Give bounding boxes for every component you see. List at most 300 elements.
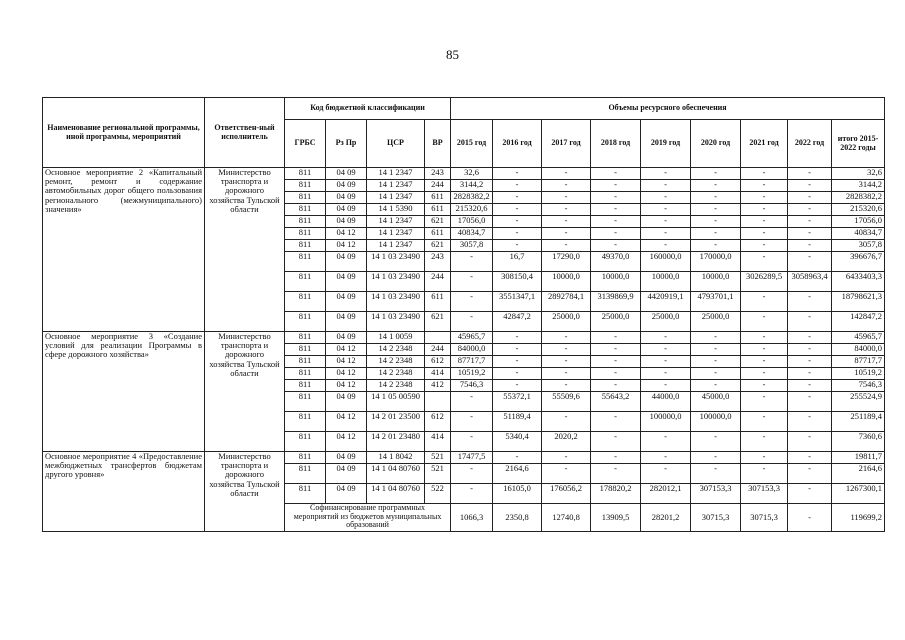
csr-cell: 14 2 2348	[367, 344, 425, 356]
year-value-cell: 4793701,1	[691, 292, 741, 312]
year-value-cell: -	[788, 204, 832, 216]
year-value-cell: 84000,0	[451, 344, 493, 356]
year-value-cell: -	[788, 192, 832, 204]
year-value-cell: 3144,2	[451, 180, 493, 192]
year-value-cell: -	[451, 312, 493, 332]
year-value-cell: 7546,3	[451, 380, 493, 392]
year-value-cell: 10000,0	[591, 272, 641, 292]
year-value-cell: -	[493, 452, 542, 464]
year-value-cell: 10000,0	[691, 272, 741, 292]
rzpr-cell: 04 12	[326, 228, 367, 240]
year-value-cell: 12740,8	[542, 504, 591, 532]
vr-cell	[425, 392, 451, 412]
year-value-cell: -	[788, 216, 832, 228]
year-value-cell: 44000,0	[641, 392, 691, 412]
year-value-cell: -	[493, 332, 542, 344]
year-value-cell: -	[691, 344, 741, 356]
year-value-cell: -	[591, 180, 641, 192]
grbs-cell: 811	[285, 344, 326, 356]
csr-cell: 14 1 05 00590	[367, 392, 425, 412]
csr-cell: 14 1 2347	[367, 216, 425, 228]
vr-cell: 621	[425, 216, 451, 228]
grbs-cell: 811	[285, 356, 326, 368]
year-value-cell: -	[542, 168, 591, 180]
year-value-cell: -	[741, 368, 788, 380]
grbs-cell: 811	[285, 272, 326, 292]
vr-cell	[425, 332, 451, 344]
year-value-cell: -	[591, 368, 641, 380]
measure-name: Основное мероприятие 4 «Предоставление межбюджетных трансфертов бюджетам другого уровня»	[43, 452, 205, 532]
rzpr-cell: 04 09	[326, 252, 367, 272]
vr-cell: 612	[425, 412, 451, 432]
year-value-cell: -	[741, 252, 788, 272]
csr-cell: 14 1 2347	[367, 228, 425, 240]
year-value-cell: -	[788, 312, 832, 332]
header-grbs: ГРБС	[285, 120, 326, 168]
year-value-cell: -	[741, 180, 788, 192]
year-value-cell: -	[788, 356, 832, 368]
year-value-cell: -	[741, 380, 788, 392]
year-value-cell: -	[493, 216, 542, 228]
total-cell: 10519,2	[832, 368, 885, 380]
vr-cell: 243	[425, 252, 451, 272]
csr-cell: 14 1 03 23490	[367, 292, 425, 312]
rzpr-cell: 04 09	[326, 484, 367, 504]
year-value-cell: -	[493, 344, 542, 356]
year-value-cell: -	[641, 228, 691, 240]
year-value-cell: 55509,6	[542, 392, 591, 412]
grbs-cell: 811	[285, 464, 326, 484]
vr-cell: 521	[425, 464, 451, 484]
total-cell: 1267300,1	[832, 484, 885, 504]
cofinancing-label: Софинансирование программных мероприятий из бюджетов муниципальных образований	[285, 504, 451, 532]
table-row	[43, 452, 885, 464]
grbs-cell: 811	[285, 312, 326, 332]
year-value-cell: -	[493, 180, 542, 192]
total-cell: 32,6	[832, 168, 885, 180]
year-value-cell: -	[542, 380, 591, 392]
year-value-cell: -	[591, 344, 641, 356]
total-cell: 3144,2	[832, 180, 885, 192]
year-value-cell: 30715,3	[691, 504, 741, 532]
year-value-cell: -	[542, 368, 591, 380]
grbs-cell: 811	[285, 332, 326, 344]
vr-cell: 414	[425, 432, 451, 452]
vr-cell: 414	[425, 368, 451, 380]
responsible-executor: Министерство транспорта и дорожного хозяйства Тульской области	[205, 332, 285, 452]
year-value-cell: 307153,3	[691, 484, 741, 504]
year-value-cell: -	[641, 432, 691, 452]
year-value-cell: -	[451, 484, 493, 504]
year-value-cell: -	[542, 344, 591, 356]
year-value-cell: -	[591, 168, 641, 180]
year-value-cell: 16105,0	[493, 484, 542, 504]
responsible-executor: Министерство транспорта и дорожного хозяйства Тульской области	[205, 452, 285, 532]
header-year: 2018 год	[591, 120, 641, 168]
vr-cell: 244	[425, 272, 451, 292]
year-value-cell: 4420919,1	[641, 292, 691, 312]
grbs-cell: 811	[285, 216, 326, 228]
total-cell: 396676,7	[832, 252, 885, 272]
year-value-cell: 5340,4	[493, 432, 542, 452]
year-value-cell: -	[591, 240, 641, 252]
year-value-cell: -	[542, 452, 591, 464]
csr-cell: 14 1 5390	[367, 204, 425, 216]
csr-cell: 14 1 04 80760	[367, 484, 425, 504]
year-value-cell: -	[788, 432, 832, 452]
header-year: 2020 год	[691, 120, 741, 168]
year-value-cell: -	[788, 292, 832, 312]
year-value-cell: -	[788, 344, 832, 356]
rzpr-cell: 04 12	[326, 412, 367, 432]
csr-cell: 14 1 03 23490	[367, 272, 425, 292]
vr-cell: 621	[425, 312, 451, 332]
year-value-cell: 25000,0	[542, 312, 591, 332]
csr-cell: 14 1 03 23490	[367, 312, 425, 332]
year-value-cell: 25000,0	[691, 312, 741, 332]
grbs-cell: 811	[285, 252, 326, 272]
measure-name: Основное мероприятие 2 «Капитальный ремонт, ремонт и содержание автомобильных дорог общего пользования регионального (межмуниципального) значения»	[43, 168, 205, 332]
year-value-cell: 25000,0	[641, 312, 691, 332]
csr-cell: 14 1 2347	[367, 240, 425, 252]
year-value-cell: -	[591, 228, 641, 240]
csr-cell: 14 1 2347	[367, 168, 425, 180]
csr-cell: 14 2 01 23500	[367, 412, 425, 432]
year-value-cell: -	[788, 228, 832, 240]
year-value-cell: -	[451, 412, 493, 432]
csr-cell: 14 1 0059	[367, 332, 425, 344]
year-value-cell: -	[741, 204, 788, 216]
csr-cell: 14 1 8042	[367, 452, 425, 464]
year-value-cell: -	[641, 332, 691, 344]
year-value-cell: -	[542, 412, 591, 432]
year-value-cell: -	[788, 252, 832, 272]
total-cell: 17056,0	[832, 216, 885, 228]
grbs-cell: 811	[285, 292, 326, 312]
year-value-cell: -	[493, 356, 542, 368]
total-cell: 19811,7	[832, 452, 885, 464]
year-value-cell: -	[691, 432, 741, 452]
rzpr-cell: 04 09	[326, 312, 367, 332]
vr-cell: 244	[425, 180, 451, 192]
year-value-cell: 308150,4	[493, 272, 542, 292]
year-value-cell: 3139869,9	[591, 292, 641, 312]
header-resources: Объемы ресурсного обеспечения	[451, 98, 885, 120]
header-year: 2019 год	[641, 120, 691, 168]
year-value-cell: 55372,1	[493, 392, 542, 412]
year-value-cell: -	[542, 356, 591, 368]
year-value-cell: 100000,0	[641, 412, 691, 432]
total-cell: 87717,7	[832, 356, 885, 368]
csr-cell: 14 1 03 23490	[367, 252, 425, 272]
total-cell: 7360,6	[832, 432, 885, 452]
year-value-cell: 178820,2	[591, 484, 641, 504]
year-value-cell: -	[591, 464, 641, 484]
year-value-cell: -	[741, 344, 788, 356]
rzpr-cell: 04 12	[326, 344, 367, 356]
year-value-cell: 3551347,1	[493, 292, 542, 312]
year-value-cell: -	[591, 432, 641, 452]
header-vr: ВР	[425, 120, 451, 168]
year-value-cell: -	[591, 412, 641, 432]
year-value-cell: -	[591, 332, 641, 344]
year-value-cell: 170000,0	[691, 252, 741, 272]
total-cell: 2828382,2	[832, 192, 885, 204]
year-value-cell: 3026289,5	[741, 272, 788, 292]
year-value-cell: -	[451, 464, 493, 484]
rzpr-cell: 04 12	[326, 240, 367, 252]
year-value-cell: -	[741, 312, 788, 332]
year-value-cell: -	[741, 464, 788, 484]
csr-cell: 14 1 04 80760	[367, 464, 425, 484]
grbs-cell: 811	[285, 240, 326, 252]
total-cell: 255524,9	[832, 392, 885, 412]
year-value-cell: 10000,0	[542, 272, 591, 292]
year-value-cell: 1066,3	[451, 504, 493, 532]
vr-cell: 244	[425, 344, 451, 356]
year-value-cell: -	[741, 432, 788, 452]
header-year: 2015 год	[451, 120, 493, 168]
year-value-cell: -	[691, 228, 741, 240]
grbs-cell: 811	[285, 412, 326, 432]
year-value-cell: -	[788, 504, 832, 532]
total-cell: 2164,6	[832, 464, 885, 484]
year-value-cell: -	[788, 464, 832, 484]
year-value-cell: 2892784,1	[542, 292, 591, 312]
year-value-cell: -	[641, 216, 691, 228]
header-name: Наименование региональной программы, иной программы, мероприятий	[43, 98, 205, 168]
year-value-cell: 87717,7	[451, 356, 493, 368]
year-value-cell: -	[542, 180, 591, 192]
year-value-cell: -	[641, 168, 691, 180]
header-total: итого 2015-2022 годы	[832, 120, 885, 168]
year-value-cell: 3058963,4	[788, 272, 832, 292]
vr-cell: 521	[425, 452, 451, 464]
year-value-cell: -	[741, 332, 788, 344]
grbs-cell: 811	[285, 192, 326, 204]
table-body	[43, 168, 885, 532]
vr-cell: 611	[425, 192, 451, 204]
year-value-cell: 17290,0	[542, 252, 591, 272]
year-value-cell: 160000,0	[641, 252, 691, 272]
csr-cell: 14 2 01 23480	[367, 432, 425, 452]
vr-cell: 612	[425, 356, 451, 368]
rzpr-cell: 04 12	[326, 368, 367, 380]
total-cell: 18798621,3	[832, 292, 885, 312]
year-value-cell: -	[691, 332, 741, 344]
year-value-cell: -	[641, 368, 691, 380]
grbs-cell: 811	[285, 392, 326, 412]
year-value-cell: 100000,0	[691, 412, 741, 432]
year-value-cell: -	[542, 228, 591, 240]
csr-cell: 14 1 2347	[367, 192, 425, 204]
year-value-cell: 40834,7	[451, 228, 493, 240]
total-cell: 142847,2	[832, 312, 885, 332]
total-cell: 7546,3	[832, 380, 885, 392]
rzpr-cell: 04 09	[326, 204, 367, 216]
header-csr: ЦСР	[367, 120, 425, 168]
year-value-cell: -	[741, 452, 788, 464]
year-value-cell: -	[788, 484, 832, 504]
total-cell: 119699,2	[832, 504, 885, 532]
year-value-cell: -	[741, 192, 788, 204]
total-cell: 84000,0	[832, 344, 885, 356]
year-value-cell: -	[542, 464, 591, 484]
year-value-cell: -	[451, 292, 493, 312]
year-value-cell: 2020,2	[542, 432, 591, 452]
year-value-cell: -	[641, 204, 691, 216]
year-value-cell: 32,6	[451, 168, 493, 180]
rzpr-cell: 04 09	[326, 180, 367, 192]
csr-cell: 14 1 2347	[367, 180, 425, 192]
rzpr-cell: 04 09	[326, 292, 367, 312]
grbs-cell: 811	[285, 168, 326, 180]
year-value-cell: -	[788, 368, 832, 380]
rzpr-cell: 04 09	[326, 168, 367, 180]
header-year: 2021 год	[741, 120, 788, 168]
year-value-cell: -	[741, 240, 788, 252]
grbs-cell: 811	[285, 452, 326, 464]
year-value-cell: 2350,8	[493, 504, 542, 532]
year-value-cell: 10000,0	[641, 272, 691, 292]
year-value-cell: -	[493, 240, 542, 252]
csr-cell: 14 2 2348	[367, 356, 425, 368]
year-value-cell: -	[788, 392, 832, 412]
year-value-cell: -	[451, 432, 493, 452]
year-value-cell: -	[591, 356, 641, 368]
year-value-cell: 17477,5	[451, 452, 493, 464]
header-year: 2016 год	[493, 120, 542, 168]
rzpr-cell: 04 12	[326, 380, 367, 392]
csr-cell: 14 2 2348	[367, 380, 425, 392]
vr-cell: 412	[425, 380, 451, 392]
vr-cell: 611	[425, 228, 451, 240]
year-value-cell: 3057,8	[451, 240, 493, 252]
header-rzpr: Рз Пр	[326, 120, 367, 168]
year-value-cell: -	[691, 240, 741, 252]
year-value-cell: 215320,6	[451, 204, 493, 216]
year-value-cell: -	[691, 168, 741, 180]
year-value-cell: 49370,0	[591, 252, 641, 272]
measure-name: Основное мероприятие 3 «Создание условий для реализации Программы в сфере дорожного хозяйства»	[43, 332, 205, 452]
year-value-cell: -	[641, 464, 691, 484]
year-value-cell: -	[493, 368, 542, 380]
year-value-cell: -	[591, 192, 641, 204]
page-number: 85	[446, 47, 459, 62]
year-value-cell: -	[788, 332, 832, 344]
year-value-cell: 55643,2	[591, 392, 641, 412]
year-value-cell: -	[493, 228, 542, 240]
rzpr-cell: 04 09	[326, 192, 367, 204]
year-value-cell: 42847,2	[493, 312, 542, 332]
year-value-cell: -	[741, 168, 788, 180]
total-cell: 251189,4	[832, 412, 885, 432]
year-value-cell: 28201,2	[641, 504, 691, 532]
rzpr-cell: 04 09	[326, 392, 367, 412]
total-cell: 215320,6	[832, 204, 885, 216]
year-value-cell: -	[591, 380, 641, 392]
rzpr-cell: 04 09	[326, 452, 367, 464]
year-value-cell: -	[691, 368, 741, 380]
year-value-cell: -	[451, 252, 493, 272]
vr-cell: 243	[425, 168, 451, 180]
grbs-cell: 811	[285, 432, 326, 452]
year-value-cell: -	[741, 292, 788, 312]
vr-cell: 611	[425, 204, 451, 216]
year-value-cell: 51189,4	[493, 412, 542, 432]
vr-cell: 621	[425, 240, 451, 252]
year-value-cell: -	[691, 380, 741, 392]
year-value-cell: -	[542, 332, 591, 344]
total-cell: 3057,8	[832, 240, 885, 252]
year-value-cell: -	[641, 356, 691, 368]
year-value-cell: 2828382,2	[451, 192, 493, 204]
year-value-cell: -	[493, 380, 542, 392]
header-year: 2017 год	[542, 120, 591, 168]
year-value-cell: -	[641, 452, 691, 464]
year-value-cell: -	[691, 216, 741, 228]
year-value-cell: 2164,6	[493, 464, 542, 484]
year-value-cell: -	[542, 240, 591, 252]
year-value-cell: -	[451, 392, 493, 412]
responsible-executor: Министерство транспорта и дорожного хозяйства Тульской области	[205, 168, 285, 332]
rzpr-cell: 04 12	[326, 432, 367, 452]
year-value-cell: 30715,3	[741, 504, 788, 532]
grbs-cell: 811	[285, 180, 326, 192]
year-value-cell: 17056,0	[451, 216, 493, 228]
grbs-cell: 811	[285, 228, 326, 240]
year-value-cell: -	[641, 240, 691, 252]
rzpr-cell: 04 09	[326, 216, 367, 228]
year-value-cell: -	[542, 192, 591, 204]
year-value-cell: -	[788, 452, 832, 464]
grbs-cell: 811	[285, 380, 326, 392]
table-row	[43, 168, 885, 180]
year-value-cell: 307153,3	[741, 484, 788, 504]
year-value-cell: -	[591, 452, 641, 464]
header-budget-code: Код бюджетной классификации	[285, 98, 451, 120]
year-value-cell: -	[542, 216, 591, 228]
rzpr-cell: 04 12	[326, 356, 367, 368]
year-value-cell: -	[691, 464, 741, 484]
year-value-cell: -	[741, 356, 788, 368]
year-value-cell: -	[691, 452, 741, 464]
year-value-cell: 25000,0	[591, 312, 641, 332]
year-value-cell: -	[788, 412, 832, 432]
year-value-cell: 16,7	[493, 252, 542, 272]
year-value-cell: -	[641, 344, 691, 356]
year-value-cell: -	[741, 216, 788, 228]
csr-cell: 14 2 2348	[367, 368, 425, 380]
rzpr-cell: 04 09	[326, 272, 367, 292]
year-value-cell: -	[741, 228, 788, 240]
grbs-cell: 811	[285, 484, 326, 504]
year-value-cell: 10519,2	[451, 368, 493, 380]
year-value-cell: -	[691, 204, 741, 216]
vr-cell: 611	[425, 292, 451, 312]
year-value-cell: 45000,0	[691, 392, 741, 412]
year-value-cell: -	[641, 180, 691, 192]
year-value-cell: -	[641, 192, 691, 204]
year-value-cell: -	[591, 204, 641, 216]
total-cell: 40834,7	[832, 228, 885, 240]
table-row	[43, 332, 885, 344]
year-value-cell: -	[691, 192, 741, 204]
grbs-cell: 811	[285, 204, 326, 216]
year-value-cell: -	[788, 380, 832, 392]
total-cell: 45965,7	[832, 332, 885, 344]
year-value-cell: -	[591, 216, 641, 228]
